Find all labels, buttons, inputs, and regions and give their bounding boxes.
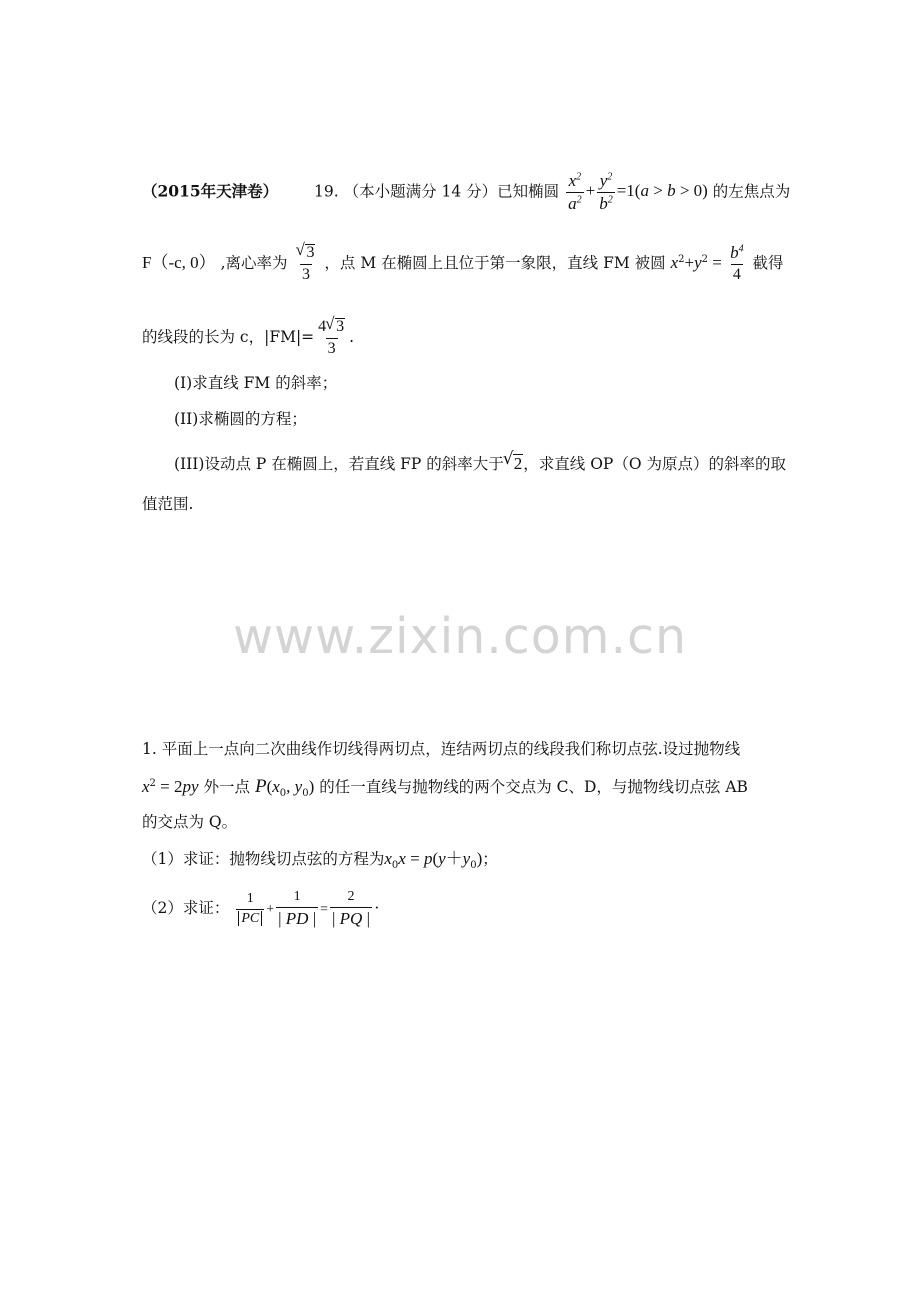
question-1: (I)求直线 FM 的斜率；	[174, 374, 338, 392]
question-3	[174, 454, 786, 473]
problem19-line1	[142, 172, 790, 213]
problem1-line3: 的交点为 Q。	[142, 813, 238, 831]
question-3-cont: 值范围.	[142, 495, 194, 513]
circle-equation: $x^2+y^2$ = $\frac{b^4}{4}$	[670, 243, 744, 283]
fm-length: $\frac{4√ 3}{3}$	[316, 318, 347, 358]
question-3-pre: (III)设动点 P 在椭圆上，若直线 FP 的斜率大于	[174, 455, 504, 473]
sqrt-2: √ 2	[504, 454, 524, 473]
problem1-line1: 1. 平面上一点向二次曲线作切线得两切点，连结两切点的线段我们称切点弦.设过抛物线	[142, 740, 741, 758]
eccentricity-value: √ $\frac{3}{3}$	[294, 244, 317, 284]
ellipse-tail: 的左焦点为	[712, 182, 791, 201]
problem1-q1-tail: ；	[482, 850, 498, 868]
point-m-text: ，点 M 在椭圆上且位于第一象限，直线 FM 被圆	[324, 253, 666, 272]
reciprocal-equation: $\frac{1}{PC}$ + $\frac{1}{| PD |}$ = $\frac{2}{| PQ |}$ ·	[234, 899, 379, 917]
focus-point: F（-c, 0）	[142, 252, 216, 272]
problem1-line2-post: 的任一直线与抛物线的两个交点为 C、D，与抛物线切点弦 AB	[319, 778, 748, 796]
problem19-line3	[142, 318, 354, 358]
problem1-q1-label: （1）求证：抛物线切点弦的方程为	[142, 850, 385, 868]
chord-equation: $x_0x = p(y+y_0)$	[384, 849, 483, 872]
problem1-q2-label: （2）求证：	[142, 899, 230, 918]
eccentricity-label: ,离心率为	[220, 253, 288, 272]
problem-intro: （本小题满分 14 分）已知椭圆	[343, 182, 560, 201]
problem-number: 19.	[314, 182, 339, 201]
problem19-line2	[142, 244, 784, 284]
ellipse-equation: $\frac{x^2}{a^2}$ + $\frac{y^2}{b^2}$ =1(a > b > 0)	[568, 171, 708, 213]
outside-point-label: 外一点	[203, 778, 251, 796]
problem1-q2	[142, 890, 380, 928]
cut-text: 截得	[752, 253, 784, 272]
question-3-post: ，求直线 OP（O 为原点）的斜率的取	[523, 455, 786, 473]
parabola-equation: $x^2 = 2py$	[142, 777, 199, 796]
problem1-q1	[142, 849, 498, 872]
segment-text: 的线段的长为 c，|FM|=	[142, 327, 315, 346]
question-2: (II)求椭圆的方程；	[174, 410, 307, 428]
source-label: （2015年天津卷）	[142, 181, 279, 201]
period: .	[349, 327, 355, 346]
point-p: $P(x_0$, $y_0$)	[254, 776, 315, 800]
watermark-text: www.zixin.com.cn	[232, 608, 688, 665]
problem1-line2	[142, 776, 748, 800]
